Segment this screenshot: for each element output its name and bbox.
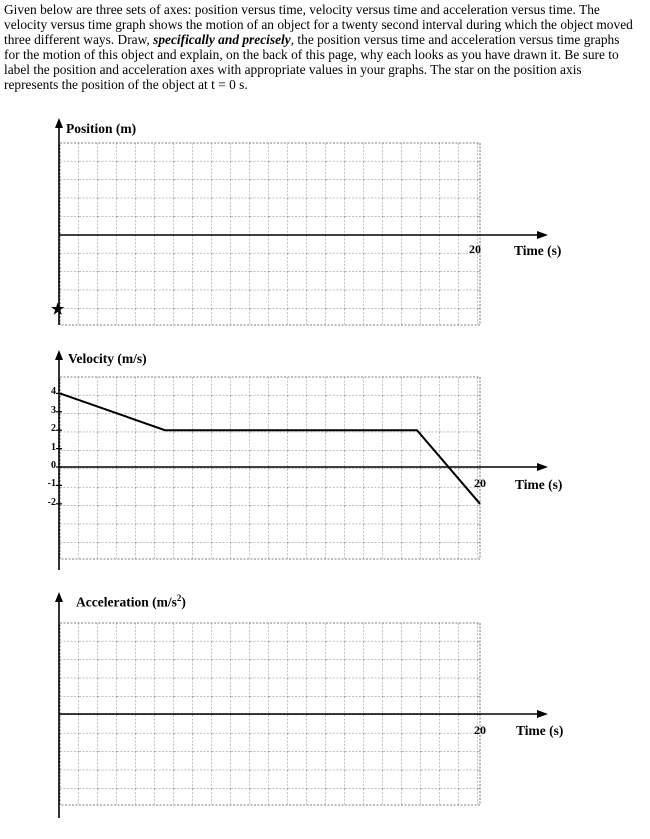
acceleration-x-arrow xyxy=(537,710,548,718)
acceleration-y-label-main: Acceleration (m/s xyxy=(76,594,177,610)
velocity-y-tick-label: -2 xyxy=(47,496,56,508)
position-x-arrow xyxy=(537,231,548,239)
velocity-y-tick-label: 0 xyxy=(51,460,56,471)
acceleration-graph xyxy=(55,592,548,818)
acceleration-x-label: Time (s) xyxy=(516,723,564,738)
velocity-y-tick-label: -1 xyxy=(47,478,56,490)
acceleration-x-end-label: 20 xyxy=(474,723,486,737)
velocity-x-end-label: 20 xyxy=(474,476,486,490)
instructions-emphasis: specifically and precisely xyxy=(153,31,291,47)
position-y-label: Position (m) xyxy=(66,121,137,136)
position-y-arrow xyxy=(55,118,63,128)
instructions-text-2: , the position versus time and acceleration versus time graphs for the motion of this object and explain, on the back of this page, why each looks as you have drawn it. Be sure to label the position and acceleration axes with appropriate values in your graphs. The star on the position axis represents the position of the object at t = 0 s. xyxy=(4,31,620,92)
velocity-y-tick-label: 2 xyxy=(51,423,56,435)
position-x-label: Time (s) xyxy=(514,243,562,258)
acceleration-y-label xyxy=(76,593,186,611)
star-icon: ★ xyxy=(51,302,65,318)
velocity-x-label: Time (s) xyxy=(515,477,563,492)
velocity-x-arrow xyxy=(537,463,548,471)
acceleration-y-label-sup: 2 xyxy=(176,593,182,603)
velocity-y-tick-label: 1 xyxy=(51,441,56,453)
velocity-graph xyxy=(55,350,548,570)
position-x-end-label: 20 xyxy=(469,242,481,256)
velocity-grid xyxy=(60,377,480,559)
position-grid xyxy=(60,143,480,325)
instructions-text-1: Given below are three sets of axes: position versus time, velocity versus time and acceleration versus time. The velocity versus time graph shows the motion of an object for a twenty second interval during which the object moved three different ways. Draw, xyxy=(4,2,633,47)
velocity-y-arrow xyxy=(55,350,63,360)
velocity-y-tick-label: 4 xyxy=(51,386,56,398)
velocity-y-label: Velocity (m/s) xyxy=(68,351,147,366)
position-graph xyxy=(55,118,548,325)
acceleration-y-label-end: ) xyxy=(181,594,186,610)
velocity-y-tick-label: 3 xyxy=(51,404,56,416)
acceleration-y-arrow xyxy=(55,592,63,602)
